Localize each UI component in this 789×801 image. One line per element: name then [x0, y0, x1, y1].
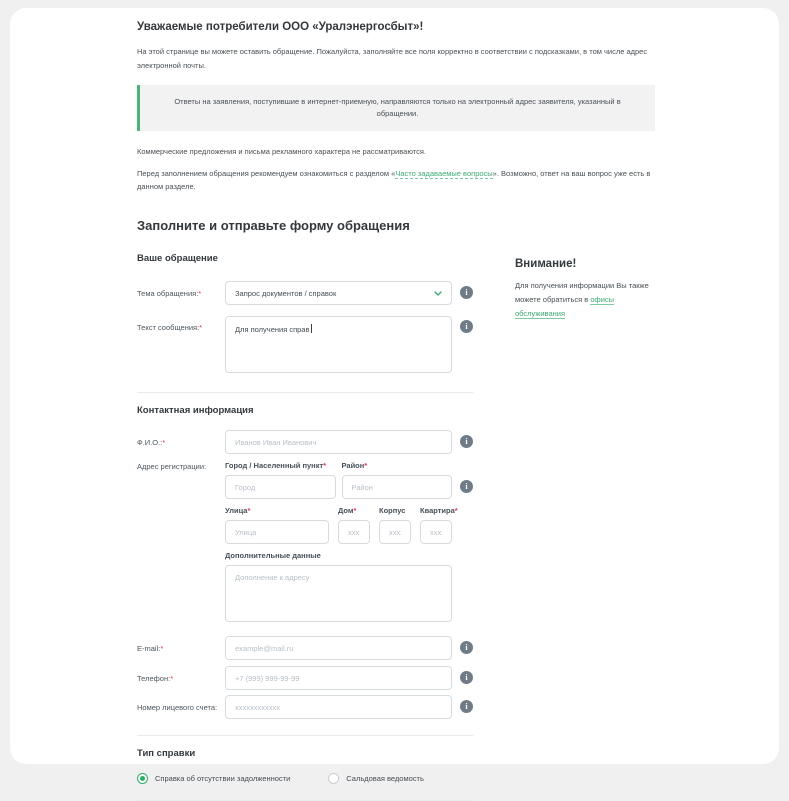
radio-selected-icon	[137, 773, 148, 784]
district-label: Район*	[341, 461, 368, 471]
topic-row	[137, 281, 473, 305]
attention-text: Для получения информации Вы также можете обратиться в офисы обслуживания	[515, 281, 649, 319]
additional-label: Дополнительные данные	[225, 551, 321, 561]
phone-label: Телефон:*	[137, 674, 174, 684]
address-additional-block	[225, 551, 452, 627]
info-icon[interactable]: i	[460, 286, 473, 299]
topic-select[interactable]	[225, 281, 452, 305]
address-street-row	[225, 506, 458, 544]
message-text: Для получения справ	[235, 325, 310, 335]
required-mark: *	[364, 461, 368, 471]
service-offices-link[interactable]: офисы обслуживания	[515, 295, 615, 319]
intro-text: На этой странице вы можете оставить обращение. Пожалуйста, заполняйте все поля корректно в соответствии с подсказками, в том числе адрес электронной почты.	[137, 46, 648, 70]
form-heading: Заполните и отправьте форму обращения	[137, 218, 410, 234]
form-columns	[137, 253, 663, 801]
radio-no-debt-certificate[interactable]	[137, 773, 290, 784]
required-mark: *	[323, 461, 327, 471]
required-mark: *	[170, 674, 174, 684]
faq-link[interactable]: Часто задаваемые вопросы	[395, 168, 493, 178]
faq-text-before: Перед заполнением обращения рекомендуем ознакомиться с разделом «	[137, 168, 396, 178]
house-label: Дом*	[338, 506, 357, 516]
phone-input[interactable]	[225, 666, 452, 690]
apartment-input[interactable]	[420, 520, 452, 544]
topic-label: Тема обращения:*	[137, 289, 202, 299]
chevron-down-icon	[434, 291, 442, 296]
email-row	[137, 636, 473, 660]
message-label: Текст сообщения:*	[137, 323, 203, 333]
address-city-district-row	[225, 461, 452, 499]
street-label: Улица*	[225, 506, 251, 516]
city-label: Город / Населенный пункт*	[225, 461, 327, 471]
text-cursor	[311, 324, 312, 333]
required-mark: *	[160, 644, 164, 654]
address-row	[137, 461, 473, 636]
account-row	[137, 695, 473, 719]
commercial-note: Коммерческие предложения и письма рекламного характера не рассматриваются.	[137, 146, 427, 156]
certificate-options	[137, 773, 473, 784]
page-card	[10, 8, 779, 784]
fio-row	[137, 430, 473, 454]
required-mark: *	[198, 289, 202, 299]
required-mark: *	[247, 506, 251, 516]
account-label: Номер лицевого счета:	[137, 703, 218, 713]
attention-sidebar	[515, 253, 655, 801]
required-mark: *	[162, 438, 166, 448]
additional-textarea[interactable]	[225, 565, 452, 622]
contact-section-heading: Контактная информация	[137, 405, 254, 417]
phone-row	[137, 666, 473, 690]
info-icon[interactable]: i	[460, 671, 473, 684]
notice-text: Ответы на заявления, поступившие в интернет-приемную, направляются только на электронный адрес заявителя, указанный в обращении.	[174, 96, 621, 118]
certificate-section-heading: Тип справки	[137, 748, 196, 760]
appeal-section-heading: Ваше обращение	[137, 253, 218, 265]
message-textarea[interactable]	[225, 316, 452, 373]
radio-label: Сальдовая ведомость	[346, 774, 424, 784]
info-icon[interactable]: i	[460, 641, 473, 654]
email-label: E-mail:*	[137, 644, 164, 654]
radio-unselected-icon	[328, 773, 339, 784]
email-input[interactable]	[225, 636, 452, 660]
building-input[interactable]	[379, 520, 411, 544]
message-row	[137, 316, 473, 373]
address-label: Адрес регистрации:	[137, 462, 207, 472]
notice-box	[137, 85, 655, 131]
building-label: Корпус	[379, 506, 406, 516]
info-icon[interactable]: i	[460, 700, 473, 713]
required-mark: *	[199, 323, 203, 333]
info-icon[interactable]: i	[460, 320, 473, 333]
faq-paragraph	[137, 167, 655, 195]
info-icon[interactable]: i	[460, 435, 473, 448]
fio-label: Ф.И.О.:*	[137, 438, 166, 448]
topic-select-value: Запрос документов / справок	[235, 288, 337, 298]
section-divider	[137, 735, 473, 736]
radio-balance-sheet[interactable]	[328, 773, 424, 784]
required-mark: *	[454, 506, 458, 516]
district-input[interactable]	[342, 475, 453, 499]
apartment-label: Квартира*	[420, 506, 458, 516]
section-divider	[137, 392, 473, 393]
street-input[interactable]	[225, 520, 329, 544]
fio-input[interactable]	[225, 430, 452, 454]
house-input[interactable]	[338, 520, 370, 544]
attention-heading: Внимание!	[515, 258, 577, 271]
radio-label: Справка об отсутствии задолженности	[155, 774, 291, 784]
required-mark: *	[353, 506, 357, 516]
account-input[interactable]	[225, 695, 452, 719]
faq-text-after: ». Возможно, ответ на ваш вопрос уже есть в данном разделе.	[137, 168, 651, 192]
page-title: Уважаемые потребители ООО «Уралэнергосбыт»!	[137, 21, 424, 33]
info-icon[interactable]: i	[460, 480, 473, 493]
form-main-column	[137, 253, 473, 801]
city-input[interactable]	[225, 475, 336, 499]
